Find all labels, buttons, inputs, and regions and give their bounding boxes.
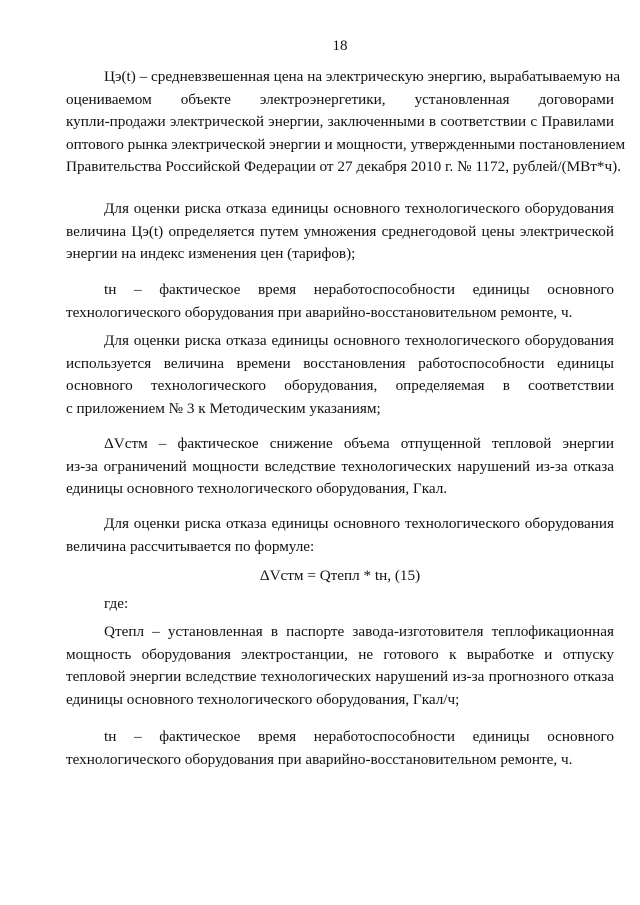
text-line: оцениваемом объекте электроэнергетики, установленная договорами bbox=[66, 90, 614, 108]
text-line: ΔVстм – фактическое снижение объема отпущенной тепловой энергии bbox=[104, 435, 614, 452]
paragraph-where bbox=[66, 593, 614, 616]
text-line: оптового рынка электрической энергии и мощности, утвержденными постановлением bbox=[66, 135, 626, 153]
text-line: tн – фактическое время неработоспособности единицы основного bbox=[104, 728, 614, 745]
text-line: основного технологического оборудования, определяемая в соответствии bbox=[66, 377, 614, 394]
text-line: технологического оборудования при аварийно-восстановительном ремонте, ч. bbox=[66, 303, 573, 321]
paragraph-downtime-definition-2 bbox=[66, 726, 614, 771]
text-line: из-за ограничений мощности вследствие технологических нарушений из-за отказа bbox=[66, 457, 614, 475]
text-line: где: bbox=[104, 595, 129, 612]
text-line: Цэ(t) – средневзвешенная цена на электрическую энергию, вырабатываемую на bbox=[104, 68, 621, 85]
text-line: Для оценки риска отказа единицы основного технологического оборудования bbox=[104, 200, 614, 217]
paragraph-heat-volume-definition bbox=[66, 433, 614, 501]
text-line: Qтепл – установленная в паспорте завода-изготовителя теплофикационная bbox=[104, 623, 614, 640]
text-line: единицы основного технологического оборудования, Гкал/ч; bbox=[66, 690, 460, 708]
text-line: Правительства Российской Федерации от 27 декабря 2010 г. № 1172, рублей/(МВт*ч). bbox=[66, 158, 621, 175]
text-line: энергии на индекс изменения цен (тарифов); bbox=[66, 245, 356, 262]
text-line: с приложением № 3 к Методическим указаниям; bbox=[66, 399, 381, 417]
paragraph-downtime-definition bbox=[66, 279, 614, 324]
text-line: мощность оборудования электростанции, не готового к выработке и отпуску bbox=[66, 645, 614, 663]
paragraph-heat-capacity-definition bbox=[66, 621, 614, 711]
text-line: единицы основного технологического оборудования, Гкал. bbox=[66, 480, 448, 497]
text-line: величина Цэ(t) определяется путем умножения среднегодовой цены электрической bbox=[66, 222, 614, 240]
page-number: 18 bbox=[332, 38, 348, 54]
paragraph-price-definition bbox=[66, 66, 626, 179]
text-line: тепловой энергии вследствие технологических нарушений из-за прогнозного отказа bbox=[66, 668, 614, 685]
text-line: Для оценки риска отказа единицы основного технологического оборудования bbox=[104, 332, 614, 349]
text-line: величина рассчитывается по формуле: bbox=[66, 537, 315, 555]
formula-15: ΔVстм = Qтепл * tн, (15) bbox=[259, 567, 421, 584]
paragraph-price-method bbox=[66, 198, 614, 266]
paragraph-downtime-method bbox=[66, 330, 614, 420]
text-line: используется величина времени восстановления работоспособности единицы bbox=[66, 354, 614, 372]
paragraph-formula-intro bbox=[66, 513, 614, 558]
text-line: технологического оборудования при аварийно-восстановительном ремонте, ч. bbox=[66, 750, 573, 768]
text-line: купли-продажи электрической энергии, заключенными в соответствии с Правилами bbox=[66, 113, 614, 130]
text-line: Для оценки риска отказа единицы основного технологического оборудования bbox=[104, 515, 614, 532]
text-line: tн – фактическое время неработоспособности единицы основного bbox=[104, 281, 614, 298]
